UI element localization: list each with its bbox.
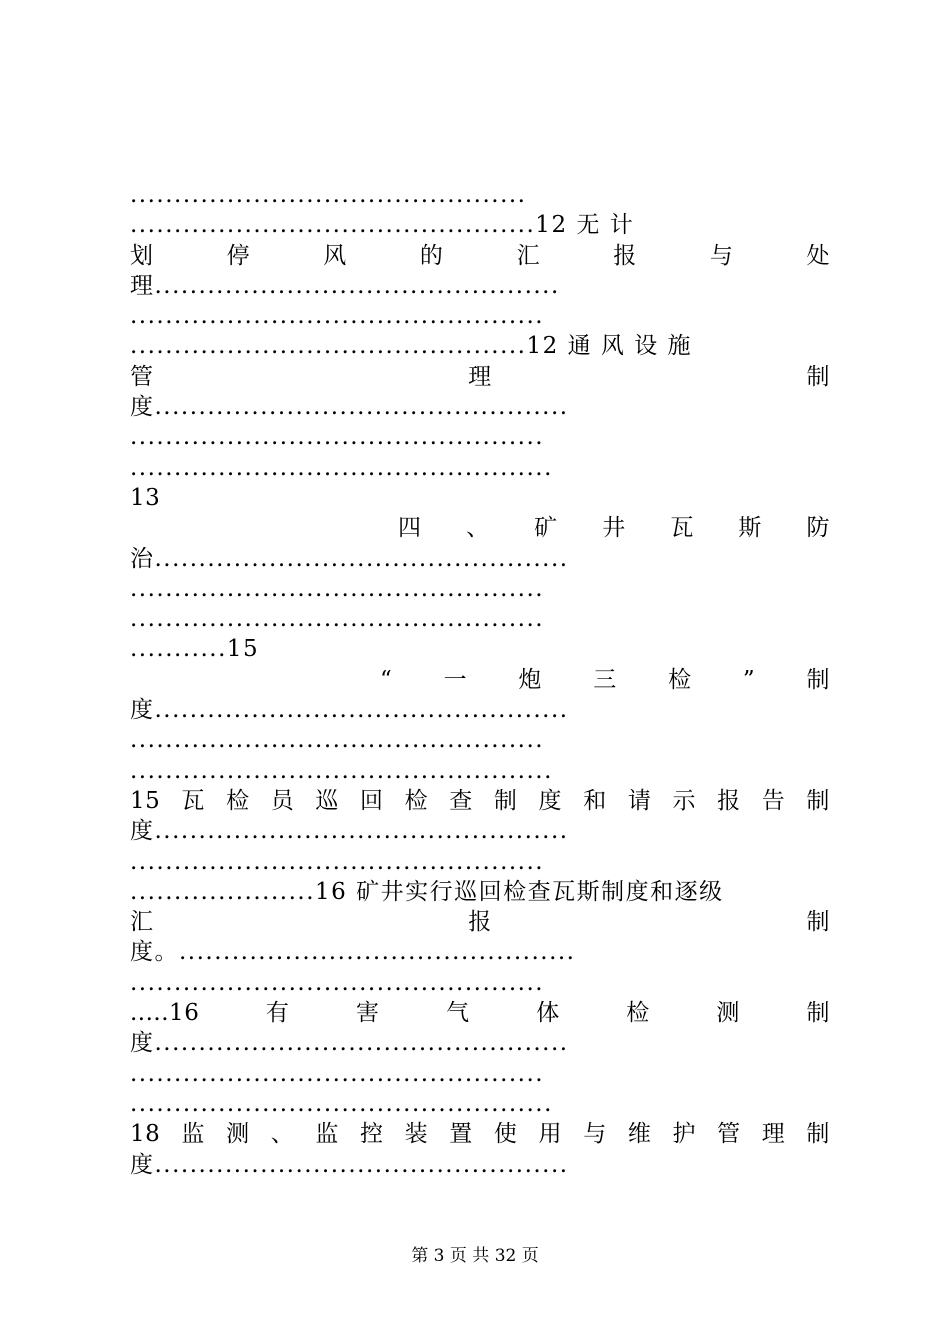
toc-token: 维 bbox=[627, 1121, 652, 1148]
toc-token: 测 bbox=[226, 1121, 250, 1148]
toc-token: 制 bbox=[806, 1000, 830, 1027]
toc-token: 理 bbox=[468, 363, 492, 390]
toc-token: 护 bbox=[672, 1121, 696, 1148]
toc-token: 请 bbox=[627, 787, 652, 814]
toc-token: 气 bbox=[446, 1000, 470, 1027]
toc-token: 停 bbox=[226, 242, 251, 269]
toc-line bbox=[130, 362, 830, 392]
toc-token: 一 bbox=[443, 666, 468, 693]
toc-token: 示 bbox=[672, 787, 696, 814]
toc-token: 告 bbox=[761, 787, 786, 814]
toc-token: 回 bbox=[359, 787, 384, 814]
toc-token: 报 bbox=[613, 242, 637, 269]
toc-line bbox=[130, 241, 830, 271]
toc-token: 的 bbox=[419, 242, 444, 269]
toc-token: 管 bbox=[130, 363, 154, 390]
toc-token: 三 bbox=[593, 666, 617, 693]
toc-token: 防 bbox=[806, 515, 830, 542]
toc-token: 害 bbox=[356, 1000, 380, 1027]
toc-token: 查 bbox=[449, 787, 473, 814]
toc-token: 检 bbox=[626, 1000, 650, 1027]
toc-token: 瓦 bbox=[181, 787, 205, 814]
toc-token: 制 bbox=[493, 787, 518, 814]
toc-token: 体 bbox=[536, 1000, 560, 1027]
toc-line: ..............................................12 无 计 bbox=[130, 212, 635, 239]
toc-token: 汇 bbox=[130, 909, 154, 936]
toc-line: 度............................................... bbox=[130, 818, 569, 845]
toc-token: 制 bbox=[806, 909, 830, 936]
toc-token: ” bbox=[742, 666, 756, 693]
toc-token: 与 bbox=[709, 242, 734, 269]
toc-line: ................................................ bbox=[130, 757, 553, 784]
toc-token: 风 bbox=[323, 242, 347, 269]
toc-line: ................................................ bbox=[130, 454, 553, 481]
toc-line: 治............................................... bbox=[130, 545, 569, 572]
toc-line: ............................................... bbox=[130, 848, 545, 875]
toc-token: 瓦 bbox=[670, 515, 694, 542]
toc-line: ............................................... bbox=[130, 1060, 545, 1087]
toc-line bbox=[130, 786, 830, 816]
toc-line bbox=[130, 513, 830, 543]
toc-token: 四 bbox=[398, 515, 422, 542]
toc-token: 制 bbox=[806, 787, 830, 814]
toc-line bbox=[130, 1119, 830, 1149]
toc-token: 制 bbox=[806, 363, 830, 390]
toc-line: ............................................... bbox=[130, 969, 545, 996]
toc-token: 装 bbox=[404, 1121, 429, 1148]
toc-token: 制 bbox=[806, 1121, 830, 1148]
toc-token: 矿 bbox=[534, 515, 558, 542]
toc-token: 检 bbox=[226, 787, 250, 814]
toc-line: 度............................................... bbox=[130, 394, 569, 421]
toc-line: ...........15 bbox=[130, 636, 260, 663]
toc-token: 管 bbox=[717, 1121, 741, 1148]
toc-line: ............................................... bbox=[130, 606, 545, 633]
toc-token: 和 bbox=[583, 787, 607, 814]
toc-line: ............................................... bbox=[130, 575, 545, 602]
toc-token: 汇 bbox=[516, 242, 541, 269]
page-footer: 第 3 页 共 32 页 bbox=[411, 1246, 539, 1266]
toc-token: 度 bbox=[538, 787, 563, 814]
toc-token: 用 bbox=[538, 1121, 563, 1148]
toc-token: 巡 bbox=[315, 787, 339, 814]
toc-content bbox=[130, 180, 830, 1180]
toc-line: 13 bbox=[130, 484, 161, 511]
toc-token: “ bbox=[380, 666, 393, 693]
toc-token: 18 bbox=[130, 1121, 161, 1148]
toc-line: ............................................... bbox=[130, 303, 545, 330]
toc-token: 处 bbox=[806, 242, 830, 269]
toc-line bbox=[130, 665, 830, 695]
toc-token: 员 bbox=[270, 787, 295, 814]
toc-token: 报 bbox=[717, 787, 741, 814]
toc-token: 与 bbox=[583, 1121, 607, 1148]
toc-token: 监 bbox=[315, 1121, 339, 1148]
toc-line: 度............................................... bbox=[130, 1151, 569, 1178]
toc-token: 控 bbox=[359, 1121, 384, 1148]
toc-token: 监 bbox=[181, 1121, 205, 1148]
toc-line: ................................................ bbox=[130, 1090, 553, 1117]
toc-token: 测 bbox=[716, 1000, 740, 1027]
toc-line: .............................................12 通 风 设 施 bbox=[130, 333, 693, 360]
toc-token: 井 bbox=[602, 515, 626, 542]
toc-token: 、 bbox=[270, 1121, 295, 1148]
toc-line: ............................................... bbox=[130, 727, 545, 754]
toc-token: 炮 bbox=[518, 666, 542, 693]
toc-token: 理 bbox=[761, 1121, 786, 1148]
toc-token: 、 bbox=[466, 515, 490, 542]
toc-token: 使 bbox=[493, 1121, 518, 1148]
toc-token: 划 bbox=[130, 242, 154, 269]
toc-line: 度............................................... bbox=[130, 697, 569, 724]
toc-token: .....16 bbox=[130, 1000, 200, 1027]
toc-token: 15 bbox=[130, 787, 161, 814]
toc-token: 有 bbox=[265, 1000, 290, 1027]
toc-line: .....................16 矿井实行巡回检查瓦斯制度和逐级 bbox=[130, 878, 724, 905]
toc-line: 理.............................................. bbox=[130, 272, 560, 299]
toc-line bbox=[130, 998, 830, 1028]
toc-token: 报 bbox=[468, 909, 492, 936]
toc-token: 检 bbox=[404, 787, 429, 814]
toc-token: 制 bbox=[806, 666, 830, 693]
toc-line: ............................................. bbox=[130, 182, 527, 208]
toc-token: 置 bbox=[449, 1121, 473, 1148]
toc-token: 检 bbox=[668, 666, 692, 693]
toc-line: ............................................... bbox=[130, 424, 545, 451]
toc-line: 度。............................................. bbox=[130, 939, 576, 966]
toc-line bbox=[130, 907, 830, 937]
toc-line: 度............................................... bbox=[130, 1030, 569, 1057]
toc-token: 斯 bbox=[738, 515, 762, 542]
